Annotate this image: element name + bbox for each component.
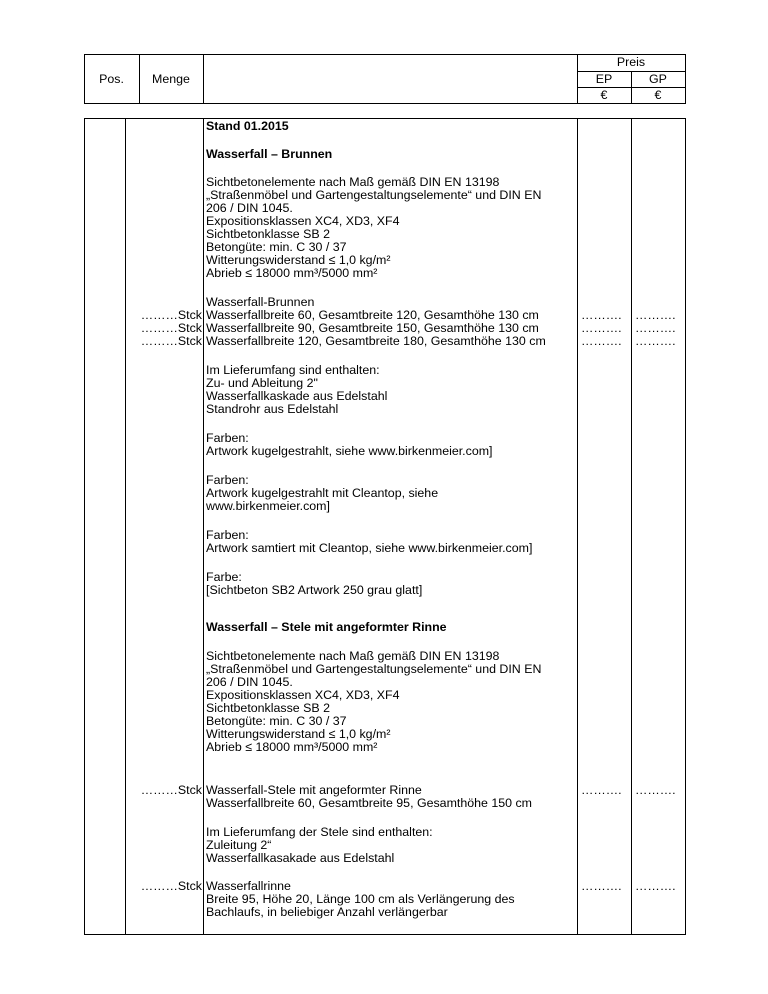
- qty-field[interactable]: ………Stck: [140, 321, 202, 335]
- spec-line: Sichtbetonklasse SB 2: [206, 701, 330, 715]
- row-text: Bachlaufs, in beliebiger Anzahl verlängerbar: [206, 905, 448, 919]
- gp-field[interactable]: ……….: [635, 334, 676, 348]
- ep-field[interactable]: ……….: [581, 308, 622, 322]
- color-label: Farben:: [206, 528, 249, 542]
- color-option: [Sichtbeton SB2 Artwork 250 grau glatt]: [206, 583, 423, 597]
- spec-line: Expositionsklassen XC4, XD3, XF4: [206, 214, 400, 228]
- brunnen-item-title: Wasserfall-Brunnen: [206, 295, 315, 309]
- qty-field[interactable]: ………Stck: [140, 308, 202, 322]
- color-label: Farben:: [206, 431, 249, 445]
- scope-line: Im Lieferumfang der Stele sind enthalten:: [206, 825, 433, 839]
- spec-line: 206 / DIN 1045.: [206, 675, 293, 689]
- spec-line: Expositionsklassen XC4, XD3, XF4: [206, 688, 400, 702]
- color-option: www.birkenmeier.com]: [206, 499, 330, 513]
- spec-line: Abrieb ≤ 18000 mm³/5000 mm²: [206, 266, 378, 280]
- gp-field[interactable]: ……….: [635, 308, 676, 322]
- spec-line: „Straßenmöbel und Gartengestaltungselemente“ und DIN EN: [206, 662, 542, 676]
- row-text: Wasserfallbreite 60, Gesamtbreite 120, Gesamthöhe 130 cm: [206, 308, 539, 322]
- scope-line: Zuleitung 2“: [206, 838, 272, 852]
- scope-line: Wasserfallkaskade aus Edelstahl: [206, 389, 388, 403]
- row-text: Wasserfallbreite 60, Gesamtbreite 95, Gesamthöhe 150 cm: [206, 796, 532, 810]
- scope-line: Wasserfallkasakade aus Edelstahl: [206, 851, 395, 865]
- gp-field[interactable]: ……….: [635, 321, 676, 335]
- spec-line: Witterungswiderstand ≤ 1,0 kg/m²: [206, 727, 391, 741]
- header-preis: Preis: [616, 55, 646, 69]
- row-text: Wasserfallbreite 120, Gesamtbreite 180, Gesamthöhe 130 cm: [206, 334, 546, 348]
- ep-field[interactable]: ……….: [581, 783, 622, 797]
- scope-line: Standrohr aus Edelstahl: [206, 402, 339, 416]
- qty-field[interactable]: ………Stck: [140, 783, 202, 797]
- row-text: Wasserfall-Stele mit angeformter Rinne: [206, 783, 422, 797]
- scope-line: Zu- und Ableitung 2": [206, 376, 318, 390]
- color-option: Artwork kugelgestrahlt, siehe www.birkenmeier.com]: [206, 444, 493, 458]
- scope-line: Im Lieferumfang sind enthalten:: [206, 363, 380, 377]
- spec-line: Betongüte: min. C 30 / 37: [206, 240, 347, 254]
- header-menge: Menge: [152, 72, 190, 86]
- qty-field[interactable]: ………Stck: [140, 334, 202, 348]
- gp-field[interactable]: ……….: [635, 783, 676, 797]
- spec-line: Betongüte: min. C 30 / 37: [206, 714, 347, 728]
- row-text: Breite 95, Höhe 20, Länge 100 cm als Verlängerung des: [206, 892, 515, 906]
- color-label: Farben:: [206, 473, 249, 487]
- brunnen-title: Wasserfall – Brunnen: [206, 147, 333, 161]
- color-option: Artwork samtiert mit Cleantop, siehe www.birkenmeier.com]: [206, 541, 533, 555]
- header-gp-currency: €: [654, 88, 662, 102]
- spec-line: Sichtbetonelemente nach Maß gemäß DIN EN 13198: [206, 175, 500, 189]
- ep-field[interactable]: ……….: [581, 334, 622, 348]
- spec-line: Abrieb ≤ 18000 mm³/5000 mm²: [206, 740, 378, 754]
- header-ep: EP: [595, 72, 613, 86]
- stele-title: Wasserfall – Stele mit angeformter Rinne: [206, 620, 447, 634]
- header-gp: GP: [649, 72, 667, 86]
- spec-line: Sichtbetonklasse SB 2: [206, 227, 330, 241]
- spec-line: „Straßenmöbel und Gartengestaltungselemente“ und DIN EN: [206, 188, 542, 202]
- spec-line: Sichtbetonelemente nach Maß gemäß DIN EN 13198: [206, 649, 500, 663]
- ep-field[interactable]: ……….: [581, 321, 622, 335]
- gp-field[interactable]: ……….: [635, 879, 676, 893]
- header-ep-currency: €: [600, 88, 608, 102]
- spec-line: Witterungswiderstand ≤ 1,0 kg/m²: [206, 253, 391, 267]
- spec-line: 206 / DIN 1045.: [206, 201, 293, 215]
- row-text: Wasserfallbreite 90, Gesamtbreite 150, Gesamthöhe 130 cm: [206, 321, 539, 335]
- qty-field[interactable]: ………Stck: [140, 879, 202, 893]
- color-label: Farbe:: [206, 570, 242, 584]
- color-option: Artwork kugelgestrahlt mit Cleantop, siehe: [206, 486, 439, 500]
- header-pos: Pos.: [99, 72, 124, 86]
- ep-field[interactable]: ……….: [581, 879, 622, 893]
- row-text: Wasserfallrinne: [206, 879, 291, 893]
- stand-date: Stand 01.2015: [206, 119, 289, 133]
